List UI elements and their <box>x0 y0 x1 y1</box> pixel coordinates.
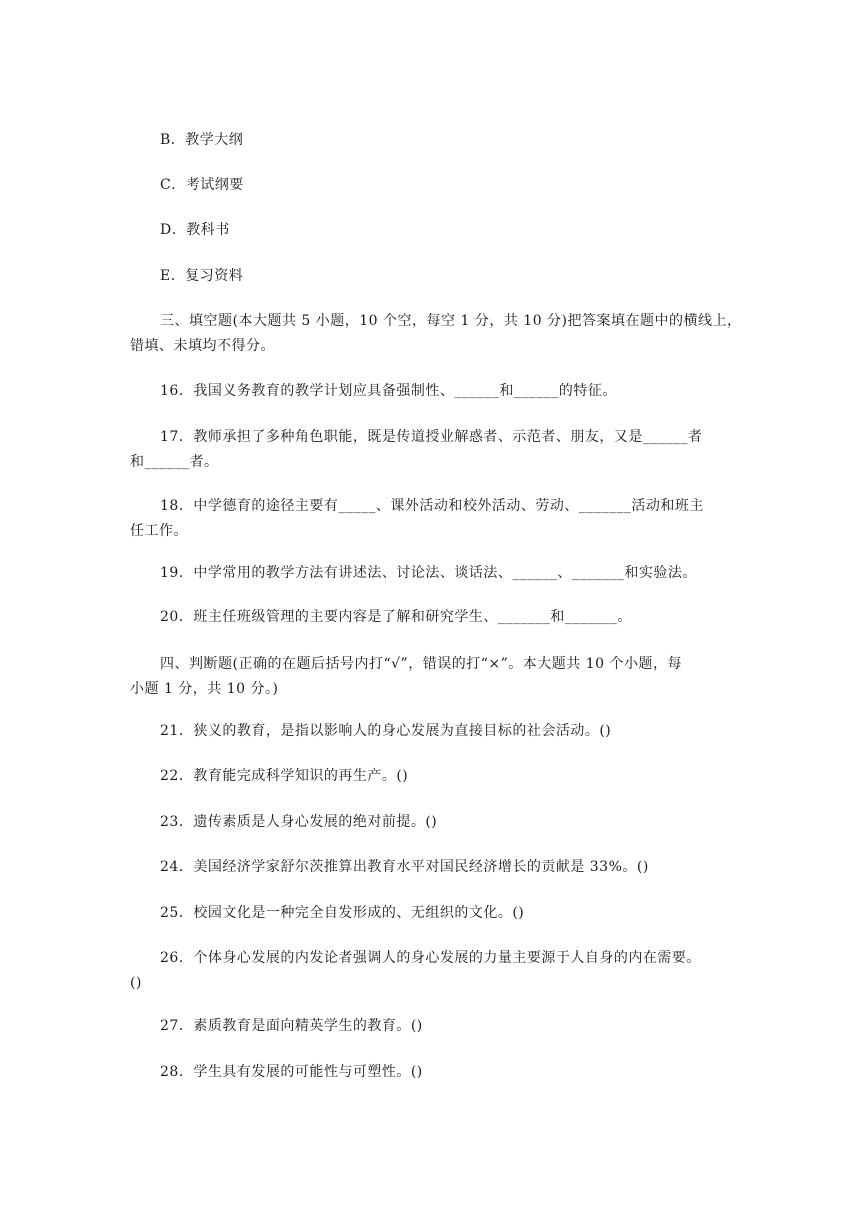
option-b: B．教学大纲 <box>160 132 244 148</box>
question-20: 20．班主任班级管理的主要内容是了解和研究学生、_______和_______。 <box>160 609 632 625</box>
question-24: 24．美国经济学家舒尔茨推算出教育水平对国民经济增长的贡献是 33%。() <box>160 859 649 875</box>
question-28: 28．学生具有发展的可能性与可塑性。() <box>160 1064 423 1080</box>
question-26-cont: () <box>130 975 142 991</box>
question-16: 16．我国义务教育的教学计划应具备强制性、______和______的特征。 <box>160 383 617 399</box>
section3-heading-cont: 错填、未填均不得分。 <box>130 338 275 354</box>
section3-heading: 三、填空题(本大题共 5 小题，10 个空，每空 1 分，共 10 分)把答案填在题中的横线上， <box>160 313 742 329</box>
question-22: 22．教育能完成科学知识的再生产。() <box>160 768 409 784</box>
question-25: 25．校园文化是一种完全自发形成的、无组织的文化。() <box>160 905 525 921</box>
question-18: 18．中学德育的途径主要有_____、课外活动和校外活动、劳动、_______活动和班主 <box>160 498 704 514</box>
option-d: D．教科书 <box>160 222 230 238</box>
question-26: 26．个体身心发展的内发论者强调人的身心发展的力量主要源于人自身的内在需要。 <box>160 950 701 966</box>
question-27: 27．素质教育是面向精英学生的教育。() <box>160 1018 423 1034</box>
section4-heading: 四、判断题(正确的在题后括号内打“√”，错误的打“×”。本大题共 10 个小题，每 <box>160 656 682 672</box>
question-21: 21．狭义的教育，是指以影响人的身心发展为直接目标的社会活动。() <box>160 723 612 739</box>
option-c: C．考试纲要 <box>160 177 244 193</box>
option-e: E．复习资料 <box>160 268 244 284</box>
question-18-cont: 任工作。 <box>130 523 188 539</box>
question-17: 17．教师承担了多种角色职能，既是传道授业解惑者、示范者、朋友，又是______者 <box>160 429 703 445</box>
question-17-cont: 和______者。 <box>130 454 219 470</box>
section4-heading-cont: 小题 1 分，共 10 分。) <box>130 681 279 697</box>
question-19: 19．中学常用的教学方法有讲述法、讨论法、谈话法、______、_______和实验法。 <box>160 565 697 581</box>
question-23: 23．遗传素质是人身心发展的绝对前提。() <box>160 814 438 830</box>
